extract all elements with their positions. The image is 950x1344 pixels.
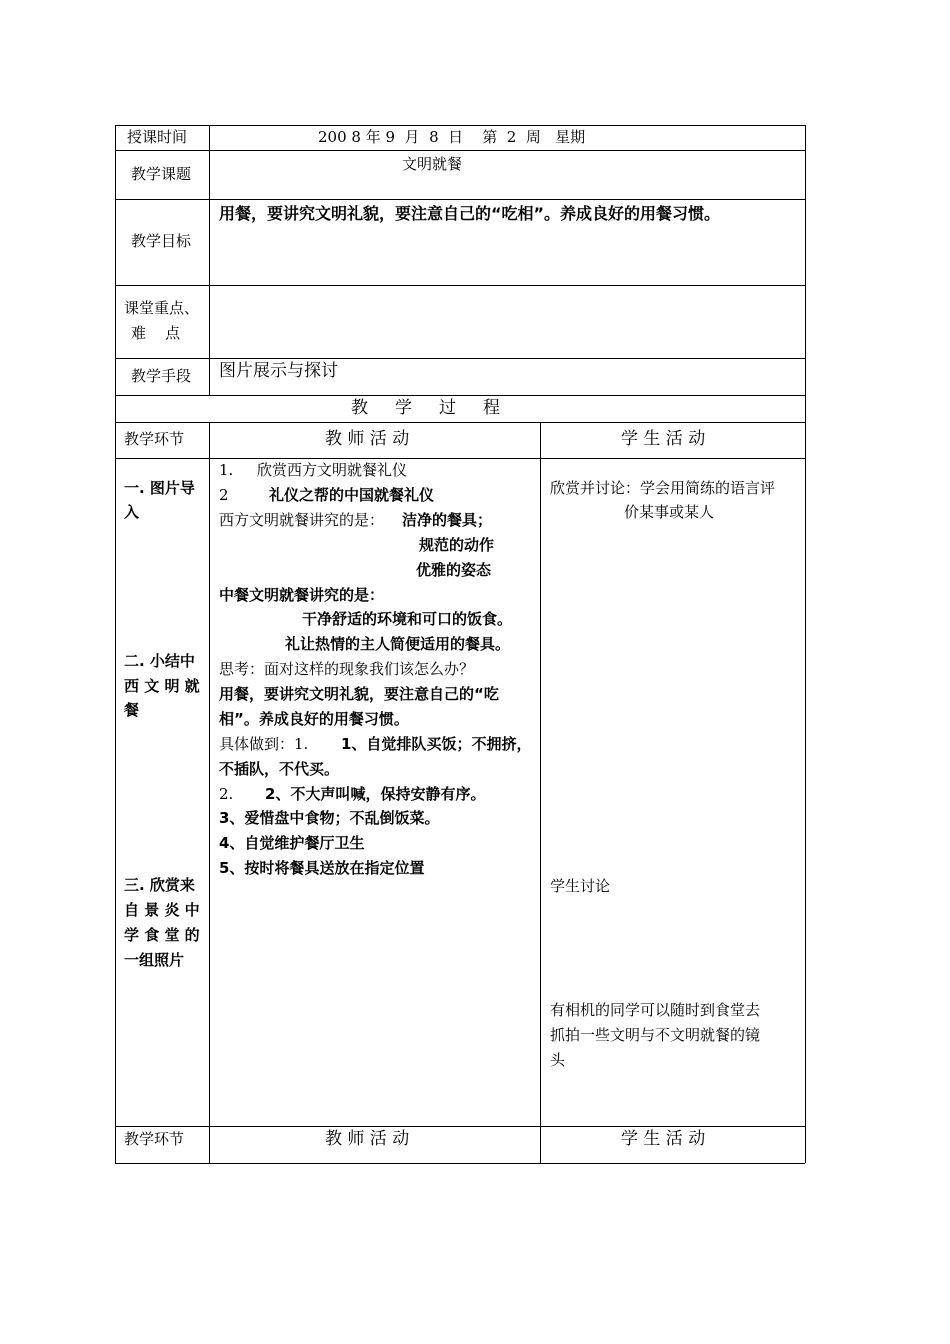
stage-3-line1: 三. 欣赏来	[124, 876, 195, 894]
footer-col-stage: 教学环节	[124, 1130, 185, 1148]
teacher-l8: 礼让热情的主人简便适用的餐具。	[285, 635, 511, 653]
time-label: 授课时间	[127, 128, 188, 146]
student-a1-line1: 欣赏并讨论：学会用简练的语言评	[550, 479, 776, 497]
teacher-l3-b: 洁净的餐具；	[402, 511, 493, 529]
col-student-header: 学 生 活 动	[621, 429, 706, 449]
student-a3-line1: 有相机的同学可以随时到食堂去	[550, 1001, 761, 1019]
date-text: 200 8 年 9 月 8 日 第 2 周 星期	[318, 128, 586, 146]
stage-3-line3: 学 食 堂 的	[124, 926, 200, 944]
stage-3-line4: 一组照片	[124, 951, 185, 969]
process-title: 教 学 过 程	[351, 398, 501, 418]
goal-value: 用餐，要讲究文明礼貌，要注意自己的“吃相”。养成良好的用餐习惯。	[219, 204, 721, 223]
teacher-l16: 4、自觉维护餐厅卫生	[219, 834, 365, 852]
student-a2: 学生讨论	[550, 877, 611, 895]
col-teacher-header: 教 师 活 动	[325, 429, 410, 449]
footer-col-student: 学 生 活 动	[621, 1129, 706, 1149]
teacher-l11: 相”。养成良好的用餐习惯。	[219, 710, 409, 728]
teacher-l4: 规范的动作	[419, 536, 495, 554]
footer-col-teacher: 教 师 活 动	[325, 1129, 410, 1149]
teacher-l13: 不插队，不代买。	[219, 760, 340, 778]
teacher-l15: 3、爱惜盘中食物；不乱倒饭菜。	[219, 809, 440, 827]
keypoints-label-line1: 课堂重点、	[124, 299, 200, 317]
teacher-l1-num: 1.	[219, 461, 234, 479]
keypoints-label-line2: 难 点	[131, 324, 181, 342]
student-a1-line2: 价某事或某人	[624, 503, 715, 521]
teacher-l2-text: 礼仪之帮的中国就餐礼仪	[269, 486, 435, 504]
method-label: 教学手段	[131, 367, 192, 385]
teacher-l7: 干净舒适的环境和可口的饭食。	[302, 610, 513, 628]
stage-1-line1: 一. 图片导	[124, 479, 195, 497]
student-a3-line3: 头	[550, 1051, 566, 1069]
method-value: 图片展示与探讨	[219, 361, 338, 381]
goal-label: 教学目标	[131, 232, 192, 250]
stage-2-line3: 餐	[124, 701, 140, 719]
teacher-l14-a: 2.	[219, 785, 234, 803]
topic-label: 教学课题	[131, 165, 192, 183]
teacher-l17: 5、按时将餐具送放在指定位置	[219, 859, 425, 877]
topic-value: 文明就餐	[402, 155, 463, 173]
stage-2-line1: 二. 小结中	[124, 652, 195, 670]
teacher-l12-a: 具体做到：1.	[219, 735, 309, 753]
teacher-l6: 中餐文明就餐讲究的是：	[219, 586, 385, 604]
teacher-l2-num: 2	[219, 486, 229, 504]
teacher-l14-b: 2、不大声叫喊，保持安静有序。	[265, 785, 486, 803]
teacher-l1-text: 欣赏西方文明就餐礼仪	[257, 461, 408, 479]
student-a3-line2: 抓拍一些文明与不文明就餐的镜	[550, 1026, 761, 1044]
teacher-l12-b: 1、自觉排队买饭；不拥挤，	[341, 735, 532, 753]
teacher-l10: 用餐，要讲究文明礼貌，要注意自己的“吃	[219, 685, 499, 703]
stage-1-line2: 入	[124, 503, 140, 521]
teacher-l5: 优雅的姿态	[416, 561, 492, 579]
teacher-l3-a: 西方文明就餐讲究的是：	[219, 511, 385, 529]
stage-3-line2: 自 景 炎 中	[124, 901, 200, 919]
stage-2-line2: 西 文 明 就	[124, 677, 200, 695]
col-stage-header: 教学环节	[124, 430, 185, 448]
teacher-l9: 思考：面对这样的现象我们该怎么办？	[219, 660, 475, 678]
